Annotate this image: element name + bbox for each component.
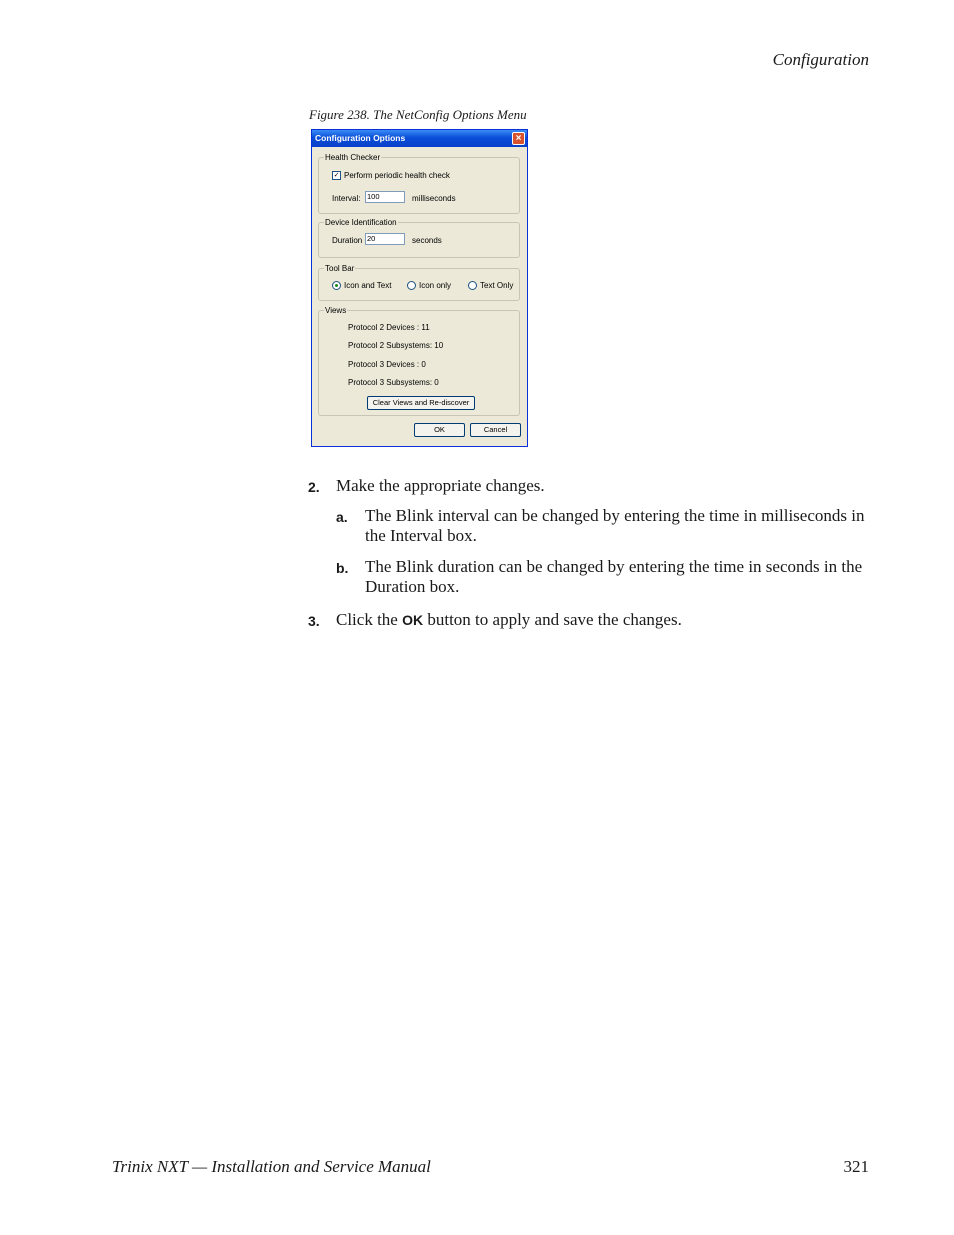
- periodic-health-check-checkbox[interactable]: ✓: [333, 172, 340, 179]
- footer-manual-title: Trinix NXT — Installation and Service Manual: [112, 1157, 431, 1176]
- views-line: Protocol 2 Devices : 11: [348, 323, 430, 332]
- views-line: Protocol 2 Subsystems: 10: [348, 341, 444, 350]
- step-2b-text: The Blink duration can be changed by entering the time in seconds in the Duration box.: [365, 557, 863, 596]
- radio-text-only-label: Text Only: [480, 281, 514, 290]
- step-2-number: 2.: [308, 479, 320, 495]
- ok-keyword: OK: [402, 612, 424, 628]
- step-3-number: 3.: [308, 613, 320, 629]
- dialog-titlebar: [312, 130, 527, 147]
- step-2a-number: a.: [336, 509, 348, 525]
- interval-input[interactable]: 100: [365, 191, 405, 203]
- step-2b-number: b.: [336, 560, 349, 576]
- cancel-button[interactable]: Cancel: [470, 423, 521, 437]
- step-3-post: button to apply and save the changes.: [423, 610, 682, 629]
- duration-unit: seconds: [412, 236, 442, 245]
- views-title: Views: [325, 306, 347, 315]
- health-checker-title: Health Checker: [325, 153, 381, 162]
- health-checker-group: [318, 153, 520, 214]
- radio-icon-and-text[interactable]: [332, 281, 341, 290]
- footer-page-number: 321: [843, 1157, 869, 1176]
- clear-views-button[interactable]: Clear Views and Re-discover: [367, 396, 475, 410]
- tool-bar-title: Tool Bar: [325, 264, 355, 273]
- device-identification-group: [318, 218, 520, 258]
- interval-unit: milliseconds: [412, 194, 456, 203]
- radio-icon-and-text-label: Icon and Text: [344, 281, 392, 290]
- figure-caption: Figure 238. The NetConfig Options Menu: [309, 107, 527, 122]
- views-line: Protocol 3 Subsystems: 0: [348, 378, 439, 387]
- step-3-text: [336, 610, 876, 630]
- step-3-pre: Click the: [336, 610, 403, 629]
- radio-icon-only[interactable]: [407, 281, 416, 290]
- periodic-health-check-label: Perform periodic health check: [344, 171, 450, 180]
- device-identification-title: Device Identification: [325, 218, 397, 227]
- views-line: Protocol 3 Devices : 0: [348, 360, 426, 369]
- step-2-text: Make the appropriate changes.: [336, 476, 545, 495]
- configuration-options-dialog: [311, 129, 528, 447]
- views-group: [318, 306, 520, 416]
- tool-bar-group: [318, 264, 520, 301]
- radio-text-only[interactable]: [468, 281, 477, 290]
- dialog-title: Configuration Options: [315, 133, 406, 143]
- duration-input[interactable]: 20: [365, 233, 405, 245]
- radio-icon-only-label: Icon only: [419, 281, 452, 290]
- page-header-section: Configuration: [772, 50, 869, 69]
- ok-button[interactable]: OK: [414, 423, 465, 437]
- step-2a-text: The Blink interval can be changed by entering the time in milliseconds in the Interval box.: [365, 506, 865, 545]
- duration-label: Duration: [332, 236, 363, 245]
- close-icon[interactable]: ×: [512, 132, 525, 145]
- interval-label: Interval:: [332, 194, 361, 203]
